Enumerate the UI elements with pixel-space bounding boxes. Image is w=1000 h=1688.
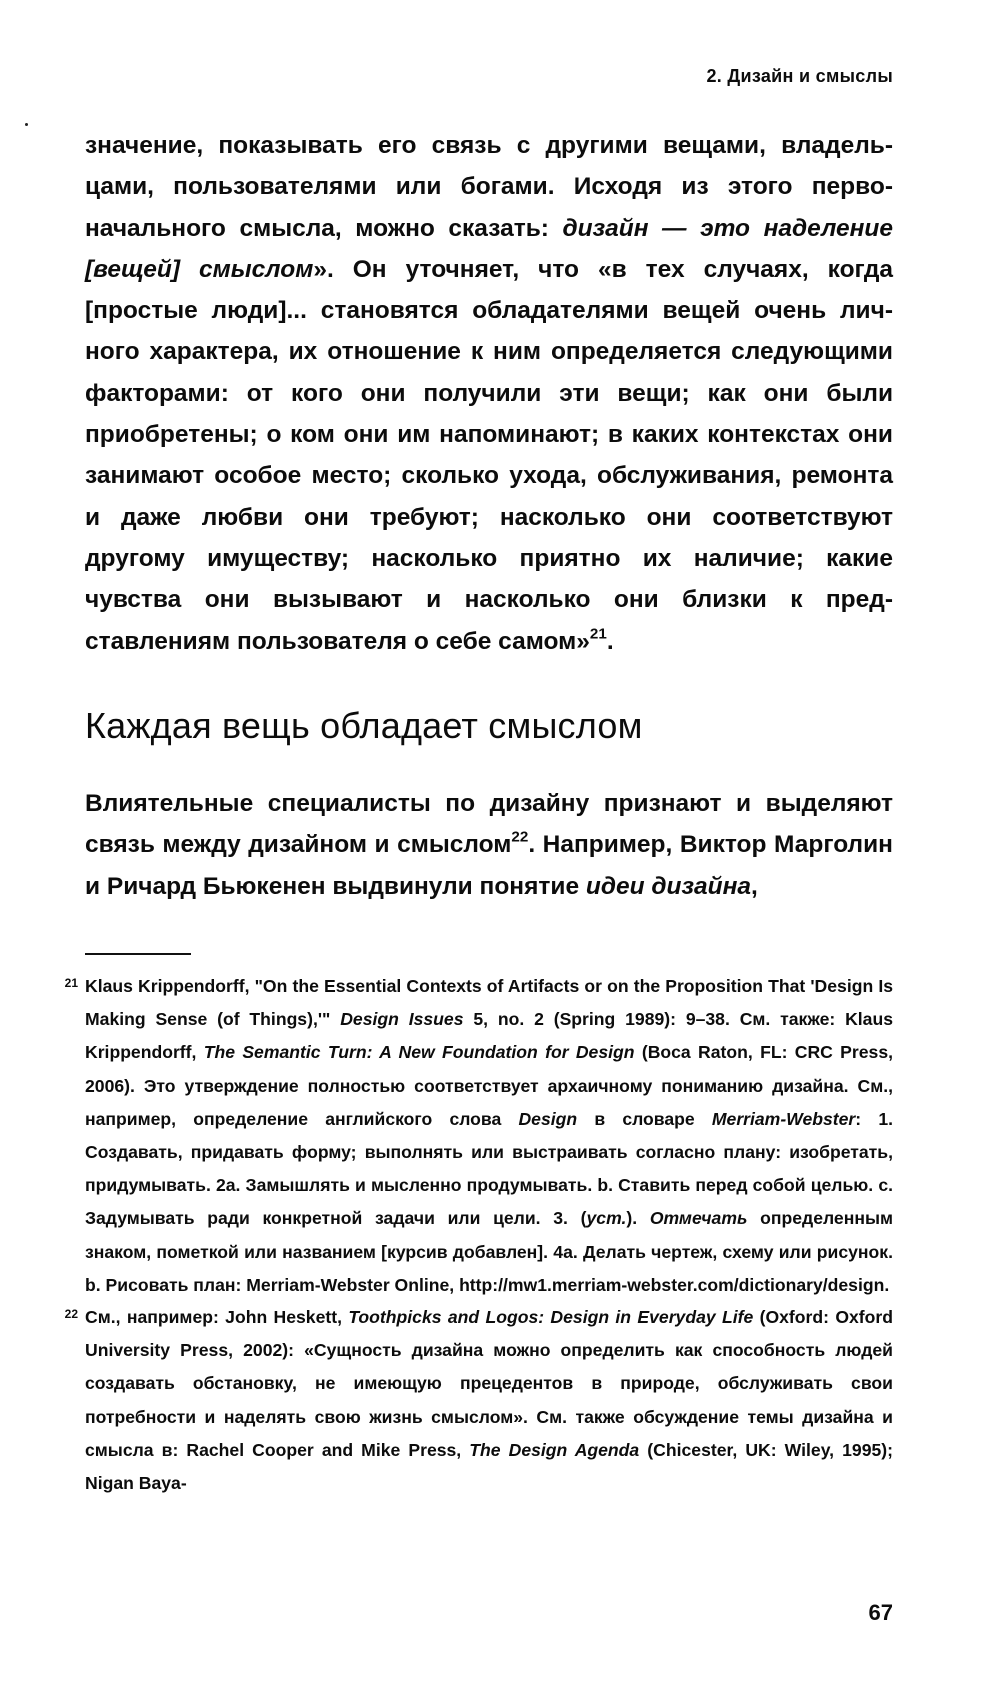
running-head: 2. Дизайн и смыслы bbox=[706, 66, 893, 86]
text-run: . bbox=[606, 627, 614, 655]
page-number: 67 bbox=[868, 1600, 893, 1625]
footnote-21 bbox=[64, 970, 893, 1302]
text-run: (Boca Raton, FL: CRC Press, 2006). Это утверждение полностью соответствует архаичному пониманию дизайна. См., например, определение английского слова bbox=[85, 1042, 893, 1129]
footnote-ref-21[interactable]: 21 bbox=[589, 624, 607, 642]
body-paragraph-2 bbox=[85, 783, 893, 907]
section-heading: Каждая вещь обладает смыслом bbox=[85, 705, 643, 746]
emphasis-text: Отмечать bbox=[649, 1208, 748, 1229]
text-run: Klaus Krippendorff, "On the Essential Contexts of Artifacts or on the Proposition That 'Design Is Making Sense (of Things),'" bbox=[85, 976, 893, 1030]
text-run: См., например: John Heskett, bbox=[85, 1307, 349, 1328]
text-run: (Chicester, UK: Wiley, 1995); Nigan Baya- bbox=[85, 1439, 893, 1494]
footnote-22 bbox=[64, 1301, 893, 1500]
text-run: (Oxford: Oxford University Press, 2002): «Сущность дизайна можно определить как способность людей создавать обстановку, не имеющую прецедентов в природе, обслуживать свои потребности и наделять свою жизнь смыслом». См. также обсуждение темы дизайна и смысла в: Rachel Cooper and Mike Press, bbox=[85, 1307, 893, 1460]
emphasis-text: Design bbox=[518, 1108, 578, 1129]
footnotes-section bbox=[64, 970, 893, 1499]
text-run: ). bbox=[626, 1208, 650, 1229]
emphasis-text: уст. bbox=[586, 1208, 627, 1229]
text-run: 5, no. 2 (Spring 1989): 9–38. См. также: Klaus Krippendorff, bbox=[85, 1009, 893, 1063]
text-run: значение, показывать его связь с другими вещами, владельцами, пользователями или богами. Исходя из этого первоначального смысла, можно сказать: bbox=[85, 132, 893, 242]
text-run: , bbox=[751, 872, 758, 900]
text-run: . Например, Виктор Марголин и Ричард Бьюкенен выдвинули понятие bbox=[85, 831, 893, 900]
emphasis-text: идеи дизайна bbox=[585, 872, 752, 900]
emphasis-text: Merriam-Webster bbox=[711, 1108, 856, 1129]
scan-speck bbox=[25, 123, 28, 126]
footnote-divider bbox=[85, 953, 191, 955]
emphasis-text: Design Issues bbox=[340, 1009, 464, 1030]
footnote-ref-22[interactable]: 22 bbox=[511, 828, 529, 846]
text-run: определенным знаком, пометкой или названием [курсив добавлен]. 4a. Делать чертеж, схему или рисунок. b. Рисовать план: Merriam-Webster Online, http://mw1.merriam-webster.com/dictionary/design. bbox=[85, 1208, 893, 1295]
footnote-number: 21 bbox=[64, 976, 78, 990]
text-run: Влиятельные специалисты по дизайну признают и выделяют связь между дизайном и смыслом bbox=[85, 790, 893, 859]
emphasis-text: The Semantic Turn: A New Foundation for Design bbox=[203, 1042, 635, 1063]
text-run: в словаре bbox=[577, 1108, 712, 1129]
body-paragraph-1 bbox=[85, 125, 893, 662]
emphasis-text: The Design Agenda bbox=[469, 1439, 640, 1460]
text-run: ». Он уточняет, что «в тех случаях, когда [простые люди]... становятся обладателями вещей очень личного характера, их отношение к ним определяется следующими факторами: от кого они получили эти вещи; как они были приобретены; о ком они им напоминают; в каких контекстах они занимают особое место; сколько ухода, обслуживания, ремонта и даже любви они требуют; насколько они соответствуют другому имуществу; насколько приятно их наличие; какие чувства они вызывают и насколько они близки к представлениям пользователя о себе самом» bbox=[85, 255, 893, 655]
emphasis-text: Toothpicks and Logos: Design in Everyday Life bbox=[348, 1307, 754, 1328]
emphasis-text: дизайн — это наделение [вещей] смыслом bbox=[85, 214, 894, 283]
footnote-number: 22 bbox=[64, 1307, 78, 1322]
text-run: : 1. Создавать, придавать форму; выполнять или выстраивать согласно плану: изобретать, придумывать. 2a. Замышлять и мысленно продумывать. b. Ставить перед собой целью. c. Задумывать ради конкретной задачи или цели. 3. ( bbox=[85, 1108, 893, 1229]
